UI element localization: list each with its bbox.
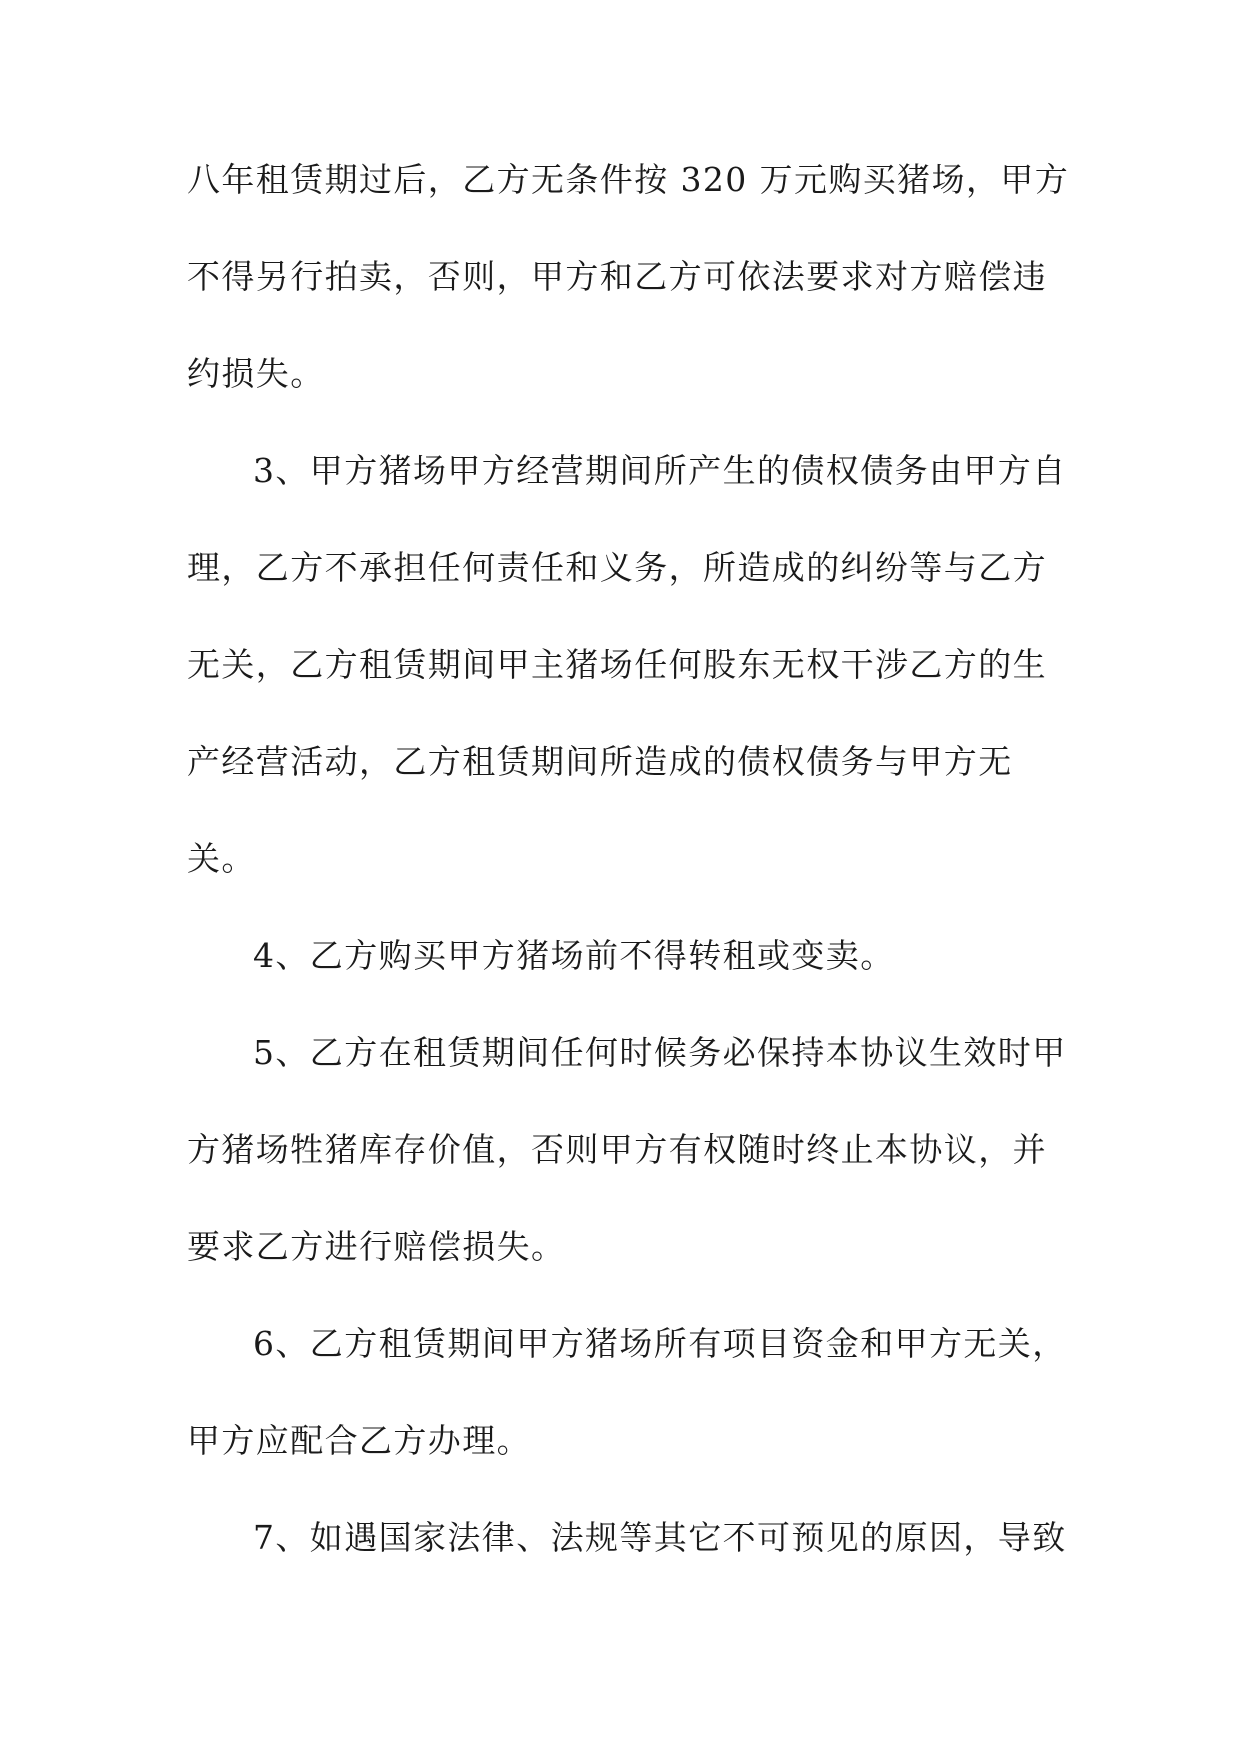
text-line: 要求乙方进行赔偿损失。 bbox=[187, 1227, 566, 1266]
clause-7-line: 7、如遇国家法律、法规等其它不可预见的原因，导致 bbox=[253, 1518, 1067, 1557]
text-line: 理，乙方不承担任何责任和义务，所造成的纠纷等与乙方 bbox=[187, 548, 1047, 587]
text-line: 产经营活动，乙方租赁期间所造成的债权债务与甲方无 bbox=[187, 742, 1013, 781]
clause-4-line: 4、乙方购买甲方猪场前不得转租或变卖。 bbox=[253, 936, 895, 975]
clause-6-line: 6、乙方租赁期间甲方猪场所有项目资金和甲方无关， bbox=[253, 1324, 1067, 1363]
text-line: 甲方应配合乙方办理。 bbox=[187, 1421, 531, 1460]
text-line: 关。 bbox=[187, 839, 256, 878]
clause-3-line: 3、甲方猪场甲方经营期间所产生的债权债务由甲方自 bbox=[253, 451, 1067, 490]
text-line: 八年租赁期过后，乙方无条件按 320 万元购买猪场，甲方 bbox=[187, 160, 1070, 199]
text-line: 约损失。 bbox=[187, 354, 325, 393]
text-line: 方猪场牲猪库存价值，否则甲方有权随时终止本协议，并 bbox=[187, 1130, 1047, 1169]
text-line: 不得另行拍卖，否则，甲方和乙方可依法要求对方赔偿违 bbox=[187, 257, 1047, 296]
text-line: 无关，乙方租赁期间甲主猪场任何股东无权干涉乙方的生 bbox=[187, 645, 1047, 684]
clause-5-line: 5、乙方在租赁期间任何时候务必保持本协议生效时甲 bbox=[253, 1033, 1067, 1072]
